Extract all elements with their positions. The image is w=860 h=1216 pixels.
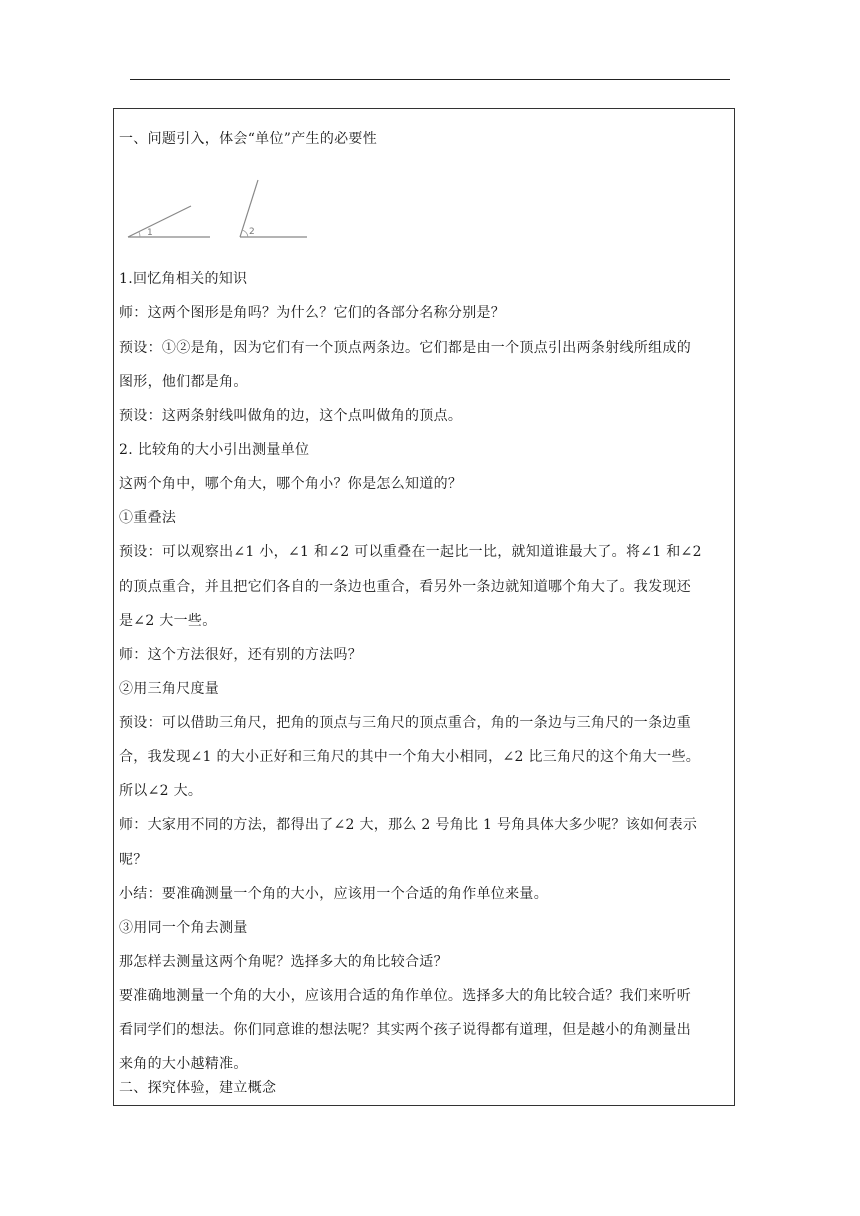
overlap-answer-b: 的顶点重合，并且把它们各自的一条边也重合，看另外一条边就知道哪个角大了。我发现还: [119, 579, 691, 595]
subheading-recall: 1.回忆角相关的知识: [119, 271, 248, 287]
subheading-compare: 2. 比较角的大小引出测量单位: [119, 442, 310, 458]
ruler-answer-a: 预设：可以借助三角尺，把角的顶点与三角尺的顶点重合，角的一条边与三角尺的一条边重: [119, 715, 691, 731]
preset-answer-1b: 图形，他们都是角。: [119, 374, 248, 390]
angle-diagram: [118, 172, 318, 244]
teacher-question-3a: 师：大家用不同的方法，都得出了∠2 大，那么 2 号角比 1 号角具体大多少呢？该如何表示: [119, 817, 698, 833]
angle-2-figure: [240, 180, 307, 237]
header-rule: [130, 79, 730, 80]
compare-question: 这两个角中，哪个角大，哪个角小？你是怎么知道的？: [119, 476, 463, 492]
method-same-angle: ③用同一个角去测量: [119, 920, 248, 936]
section-heading-2: 二、探究体验，建立概念: [119, 1080, 277, 1096]
teacher-question-2: 师：这个方法很好，还有别的方法吗？: [119, 647, 363, 663]
preset-answer-1a: 预设：①②是角，因为它们有一个顶点两条边。它们都是由一个顶点引出两条射线所组成的: [119, 340, 691, 356]
preset-answer-2: 预设：这两条射线叫做角的边，这个点叫做角的顶点。: [119, 408, 463, 424]
method-overlap: ①重叠法: [119, 510, 177, 526]
ruler-answer-c: 所以∠2 大。: [119, 783, 203, 799]
measure-question: 那怎样去测量这两个角呢？选择多大的角比较合适？: [119, 954, 448, 970]
overlap-answer-a: 预设：可以观察出∠1 小，∠1 和∠2 可以重叠在一起比一比，就知道谁最大了。将∠1 和∠2: [119, 544, 702, 560]
section-heading-1: 一、问题引入，体会“单位”产生的必要性: [119, 131, 378, 147]
angle-2-label: 2: [249, 227, 255, 237]
measure-explain-b: 看同学们的想法。你们同意谁的想法呢？其实两个孩子说得都有道理，但是越小的角测量出: [119, 1022, 691, 1038]
angle-1-label: 1: [147, 228, 153, 238]
overlap-answer-c: 是∠2 大一些。: [119, 613, 217, 629]
teacher-question-3b: 呢？: [119, 852, 148, 868]
measure-explain-a: 要准确地测量一个角的大小，应该用合适的角作单位。选择多大的角比较合适？我们来听听: [119, 988, 691, 1004]
ruler-answer-b: 合，我发现∠1 的大小正好和三角尺的其中一个角大小相同，∠2 比三角尺的这个角大一些。: [119, 749, 701, 765]
teacher-question-1: 师：这两个图形是角吗？为什么？它们的各部分名称分别是？: [119, 305, 506, 321]
method-triangle-ruler: ②用三角尺度量: [119, 681, 220, 697]
summary: 小结：要准确测量一个角的大小，应该用一个合适的角作单位来量。: [119, 886, 548, 902]
measure-explain-c: 来角的大小越精准。: [119, 1056, 248, 1072]
angle-1-figure: [128, 206, 210, 238]
